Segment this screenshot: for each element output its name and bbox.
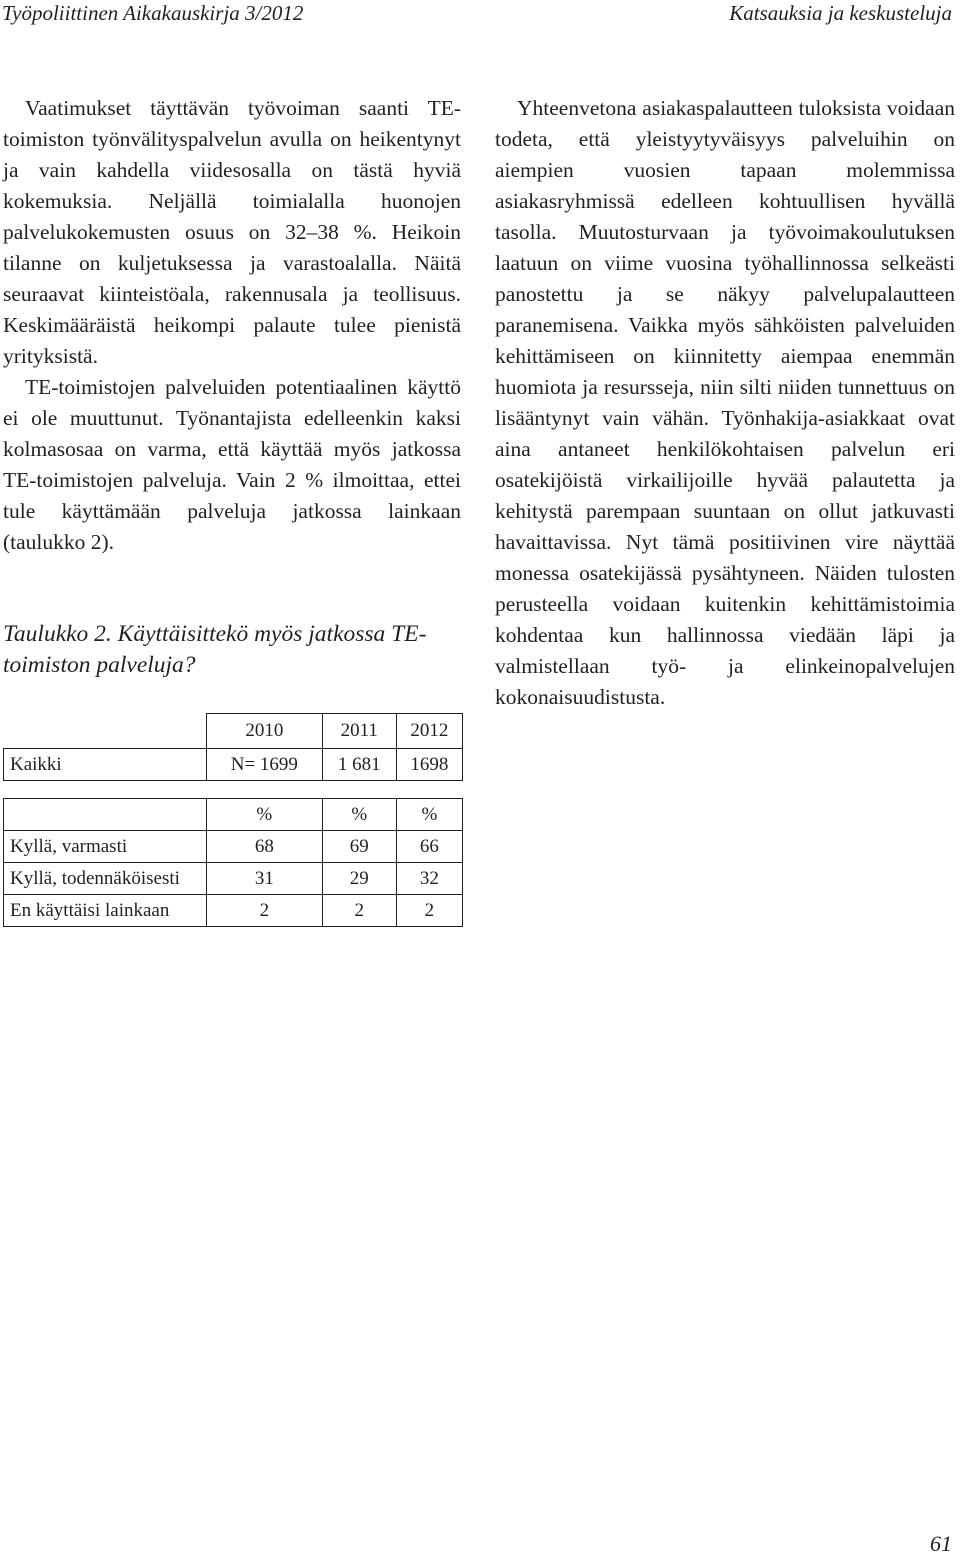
table-cell: 2 bbox=[322, 895, 396, 927]
table-cell: 66 bbox=[396, 831, 462, 863]
row-label: En käyttäisi lainkaan bbox=[4, 895, 207, 927]
table-cell: 2 bbox=[396, 895, 462, 927]
left-column bbox=[3, 93, 461, 558]
table-row bbox=[4, 863, 463, 895]
right-column bbox=[495, 93, 955, 713]
table-cell: 32 bbox=[396, 863, 462, 895]
row-label bbox=[4, 799, 207, 831]
table-row bbox=[4, 749, 463, 781]
table-row bbox=[4, 831, 463, 863]
table-cell: 1698 bbox=[396, 749, 462, 781]
unit-cell: % bbox=[322, 799, 396, 831]
table-units-row bbox=[4, 799, 463, 831]
table-cell: 1 681 bbox=[322, 749, 396, 781]
row-label: Kyllä, varmasti bbox=[4, 831, 207, 863]
row-label: Kaikki bbox=[4, 749, 207, 781]
page-number: 61 bbox=[930, 1531, 952, 1556]
table-spacer bbox=[4, 781, 463, 799]
year-header: 2011 bbox=[322, 714, 396, 749]
table-cell: 2 bbox=[207, 895, 323, 927]
body-paragraph: Yhteenvetona asiakaspalautteen tuloksista voidaan todeta, että yleistyytyväisyys palveluihin on aiempien vuosien tapaan molemmissa asiakasryhmissä edelleen kohtuullisen hyvällä tasolla. Muutosturvaan ja työvoimakoulutuksen laatuun on viime vuosina työhallinnossa selkeästi panostettu ja se näkyy palvelupalautteen paranemisena. Vaikka myös sähköisten palveluiden kehittämiseen on kiinnitetty aiempaa enemmän huomiota ja resursseja, niin silti niiden tunnettuus on lisääntynyt vain vähän. Työnhakija-asiakkaat ovat aina antaneet henkilökohtaisen palvelun eri osatekijöistä virkailijoille hyvää palautetta ja kehitystä parempaan suuntaan on ollut jatkuvasti havaittavissa. Nyt tämä positiivinen vire näyttää monessa osatekijässä pysähtyneen. Näiden tulosten perusteella voidaan kuitenkin kehittämistoimia kohdentaa kun hallinnossa viedään läpi ja valmistellaan työ- ja elinkeinopalvelujen kokonaisuudistusta. bbox=[495, 96, 955, 709]
table-header-row bbox=[4, 714, 463, 749]
table-cell: 69 bbox=[322, 831, 396, 863]
spacer-cell bbox=[4, 781, 463, 799]
table-cell: 68 bbox=[207, 831, 323, 863]
year-header: 2012 bbox=[396, 714, 462, 749]
unit-cell: % bbox=[396, 799, 462, 831]
table-cell: 31 bbox=[207, 863, 323, 895]
row-label: Kyllä, todennäköisesti bbox=[4, 863, 207, 895]
year-header: 2010 bbox=[207, 714, 323, 749]
journal-title: Työpoliittinen Aikakauskirja 3/2012 bbox=[2, 1, 304, 25]
section-title: Katsauksia ja keskusteluja bbox=[729, 1, 952, 25]
table-cell: 29 bbox=[322, 863, 396, 895]
body-paragraph: TE-toimistojen palveluiden potentiaalinen käyttö ei ole muuttunut. Työnantajista edelleenkin kaksi kolmasosaa on varma, että käyttää myös jatkossa TE-toimistojen palveluja. Vain 2 % ilmoittaa, ettei tule käyttämään palveluja jatkossa lainkaan (taulukko 2). bbox=[3, 375, 461, 554]
table-corner bbox=[4, 714, 207, 749]
survey-table bbox=[3, 713, 463, 927]
running-header bbox=[0, 0, 960, 40]
table-caption: Taulukko 2. Käyttäisittekö myös jatkossa TE-toimiston palveluja? bbox=[3, 621, 427, 678]
unit-cell: % bbox=[207, 799, 323, 831]
body-paragraph: Vaatimukset täyttävän työvoiman saanti TE-toimiston työnvälityspalvelun avulla on heikentynyt ja vain kahdella viidesosalla on tästä hyviä kokemuksia. Neljällä toimialalla huonojen palvelukokemusten osuus on 32–38 %. Heikoin tilanne on kuljetuksessa ja varastoalalla. Näitä seuraavat kiinteistöala, rakennusala ja teollisuus. Keskimääräistä heikompi palaute tulee pienistä yrityksistä. bbox=[3, 96, 461, 368]
table-cell: N= 1699 bbox=[207, 749, 323, 781]
table-row bbox=[4, 895, 463, 927]
